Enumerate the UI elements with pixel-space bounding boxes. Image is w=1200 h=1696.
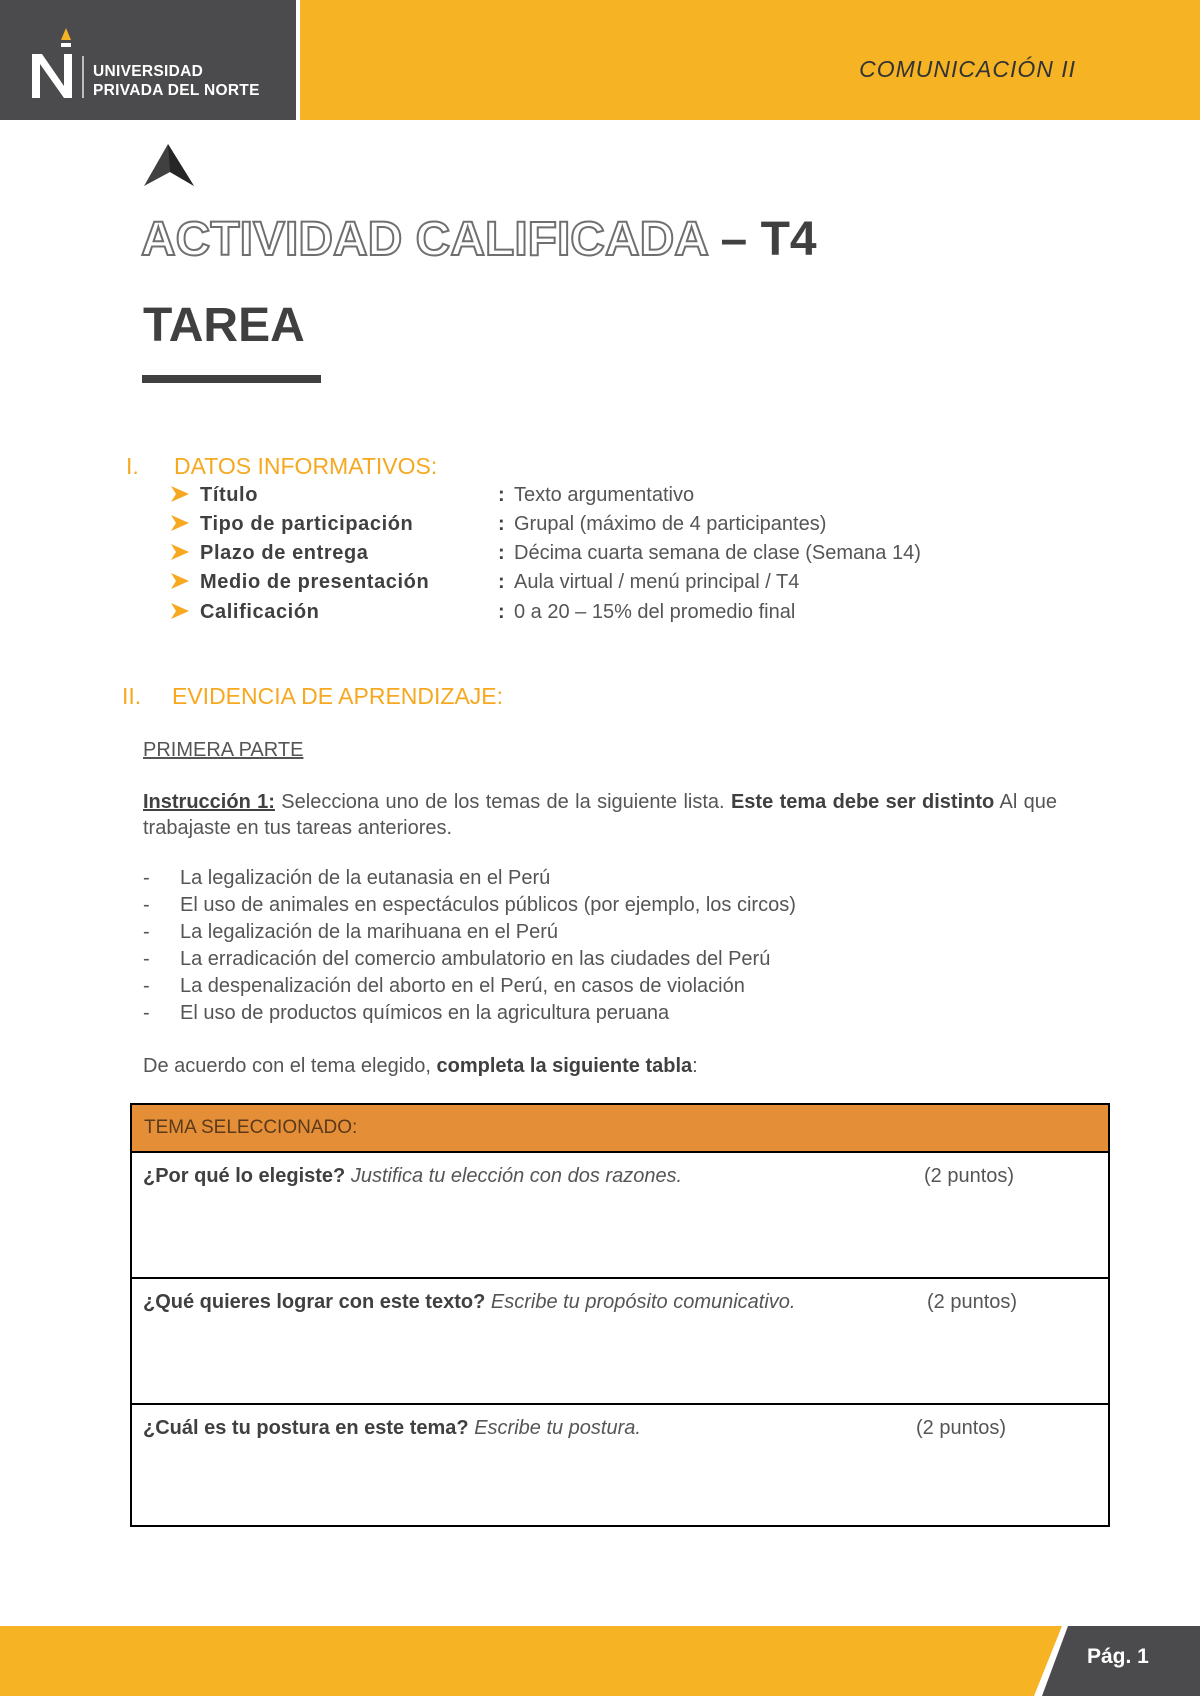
logo-line-1: UNIVERSIDAD bbox=[93, 63, 204, 80]
topic-text: La legalización de la marihuana en el Perú bbox=[180, 921, 559, 943]
course-name: COMUNICACIÓN II bbox=[859, 56, 1076, 82]
instruction-label: Instrucción 1: bbox=[143, 791, 275, 813]
info-colon: : bbox=[498, 571, 505, 593]
list-dash: - bbox=[143, 948, 150, 970]
section-number-1: I. bbox=[126, 453, 139, 479]
table-row bbox=[132, 1405, 1108, 1529]
answer-area[interactable] bbox=[140, 1451, 1098, 1519]
topic-text: La erradicación del comercio ambulatorio en las ciudades del Perú bbox=[180, 948, 771, 970]
logo-n-icon bbox=[28, 26, 78, 100]
row-points: (2 puntos) bbox=[927, 1291, 1018, 1313]
list-dash: - bbox=[143, 1002, 150, 1024]
arrow-bullet-icon bbox=[170, 602, 190, 620]
topic-text: El uso de productos químicos en la agricultura peruana bbox=[180, 1002, 670, 1024]
list-dash: - bbox=[143, 975, 150, 997]
instruction-rest: Al que trabajaste en tus tareas anteriores. bbox=[143, 791, 1057, 839]
row-question bbox=[143, 1165, 682, 1188]
section-number-2: II. bbox=[122, 683, 142, 709]
info-value: Décima cuarta semana de clase (Semana 14) bbox=[514, 542, 921, 564]
activity-title bbox=[141, 212, 817, 267]
list-dash: - bbox=[143, 921, 150, 943]
table-instruction-text: De acuerdo con el tema elegido, bbox=[143, 1055, 431, 1077]
arrow-bullet-icon bbox=[170, 572, 190, 590]
table-header bbox=[132, 1105, 1108, 1153]
topic-text: La legalización de la eutanasia en el Perú bbox=[180, 867, 551, 889]
part-title: PRIMERA PARTE bbox=[143, 739, 304, 761]
instruction-text: Selecciona uno de los temas de la siguiente lista. bbox=[281, 791, 725, 813]
section-heading-2 bbox=[122, 683, 503, 710]
info-label: Título bbox=[200, 484, 259, 506]
table-row bbox=[132, 1279, 1108, 1405]
info-value: 0 a 20 – 15% del promedio final bbox=[514, 601, 796, 623]
arrow-bullet-icon bbox=[170, 543, 190, 561]
answer-area[interactable] bbox=[140, 1325, 1098, 1393]
logo-line-2: PRIVADA DEL NORTE bbox=[93, 82, 260, 99]
info-label: Tipo de participación bbox=[200, 513, 414, 535]
section-heading-1 bbox=[126, 453, 437, 480]
table-instruction bbox=[143, 1055, 698, 1078]
question-text: ¿Cuál es tu postura en este tema? bbox=[143, 1417, 469, 1439]
info-colon: : bbox=[498, 484, 505, 506]
topic-text: La despenalización del aborto en el Perú, en casos de violación bbox=[180, 975, 745, 997]
info-colon: : bbox=[498, 601, 505, 623]
info-value: Grupal (máximo de 4 participantes) bbox=[514, 513, 827, 535]
table-row bbox=[132, 1153, 1108, 1279]
arrow-icon bbox=[142, 142, 196, 188]
row-question bbox=[143, 1417, 641, 1440]
question-text: ¿Qué quieres lograr con este texto? bbox=[143, 1291, 486, 1313]
info-label: Calificación bbox=[200, 601, 320, 623]
section-title-1: DATOS INFORMATIVOS: bbox=[174, 453, 438, 479]
answer-area[interactable] bbox=[140, 1199, 1098, 1267]
logo-text bbox=[93, 62, 260, 100]
question-text: ¿Por qué lo elegiste? bbox=[143, 1165, 346, 1187]
row-points: (2 puntos) bbox=[924, 1165, 1015, 1187]
list-dash: - bbox=[143, 894, 150, 916]
footer-band bbox=[0, 1626, 1200, 1696]
row-question bbox=[143, 1291, 795, 1314]
instruction-paragraph bbox=[143, 789, 1057, 841]
question-hint: Escribe tu postura. bbox=[474, 1417, 641, 1439]
topic-text: El uso de animales en espectáculos públicos (por ejemplo, los circos) bbox=[180, 894, 796, 916]
page-number: Pág. 1 bbox=[1087, 1645, 1149, 1668]
university-logo bbox=[0, 0, 300, 120]
table-instruction-emphasis: completa la siguiente tabla bbox=[436, 1055, 693, 1077]
row-points: (2 puntos) bbox=[916, 1417, 1007, 1439]
task-table bbox=[130, 1103, 1110, 1527]
arrow-bullet-icon bbox=[170, 514, 190, 532]
question-hint: Escribe tu propósito comunicativo. bbox=[490, 1291, 796, 1313]
logo-divider bbox=[82, 56, 84, 98]
arrow-bullet-icon bbox=[170, 485, 190, 503]
activity-title-outline: ACTIVIDAD CALIFICADA bbox=[141, 213, 708, 266]
activity-code: – T4 bbox=[720, 213, 817, 266]
instruction-emphasis: Este tema debe ser distinto bbox=[730, 791, 995, 813]
selected-topic-label: TEMA SELECCIONADO: bbox=[144, 1117, 358, 1138]
question-hint: Justifica tu elección con dos razones. bbox=[350, 1165, 683, 1187]
info-colon: : bbox=[498, 513, 505, 535]
info-colon: : bbox=[498, 542, 505, 564]
section-title-2: EVIDENCIA DE APRENDIZAJE: bbox=[172, 683, 504, 709]
info-value: Aula virtual / menú principal / T4 bbox=[514, 571, 800, 593]
list-dash: - bbox=[143, 867, 150, 889]
info-label: Medio de presentación bbox=[200, 571, 430, 593]
info-value: Texto argumentativo bbox=[514, 484, 695, 506]
table-instruction-end: : bbox=[692, 1055, 698, 1077]
task-label: TAREA bbox=[143, 299, 305, 352]
info-label: Plazo de entrega bbox=[200, 542, 369, 564]
title-underline bbox=[142, 375, 321, 383]
